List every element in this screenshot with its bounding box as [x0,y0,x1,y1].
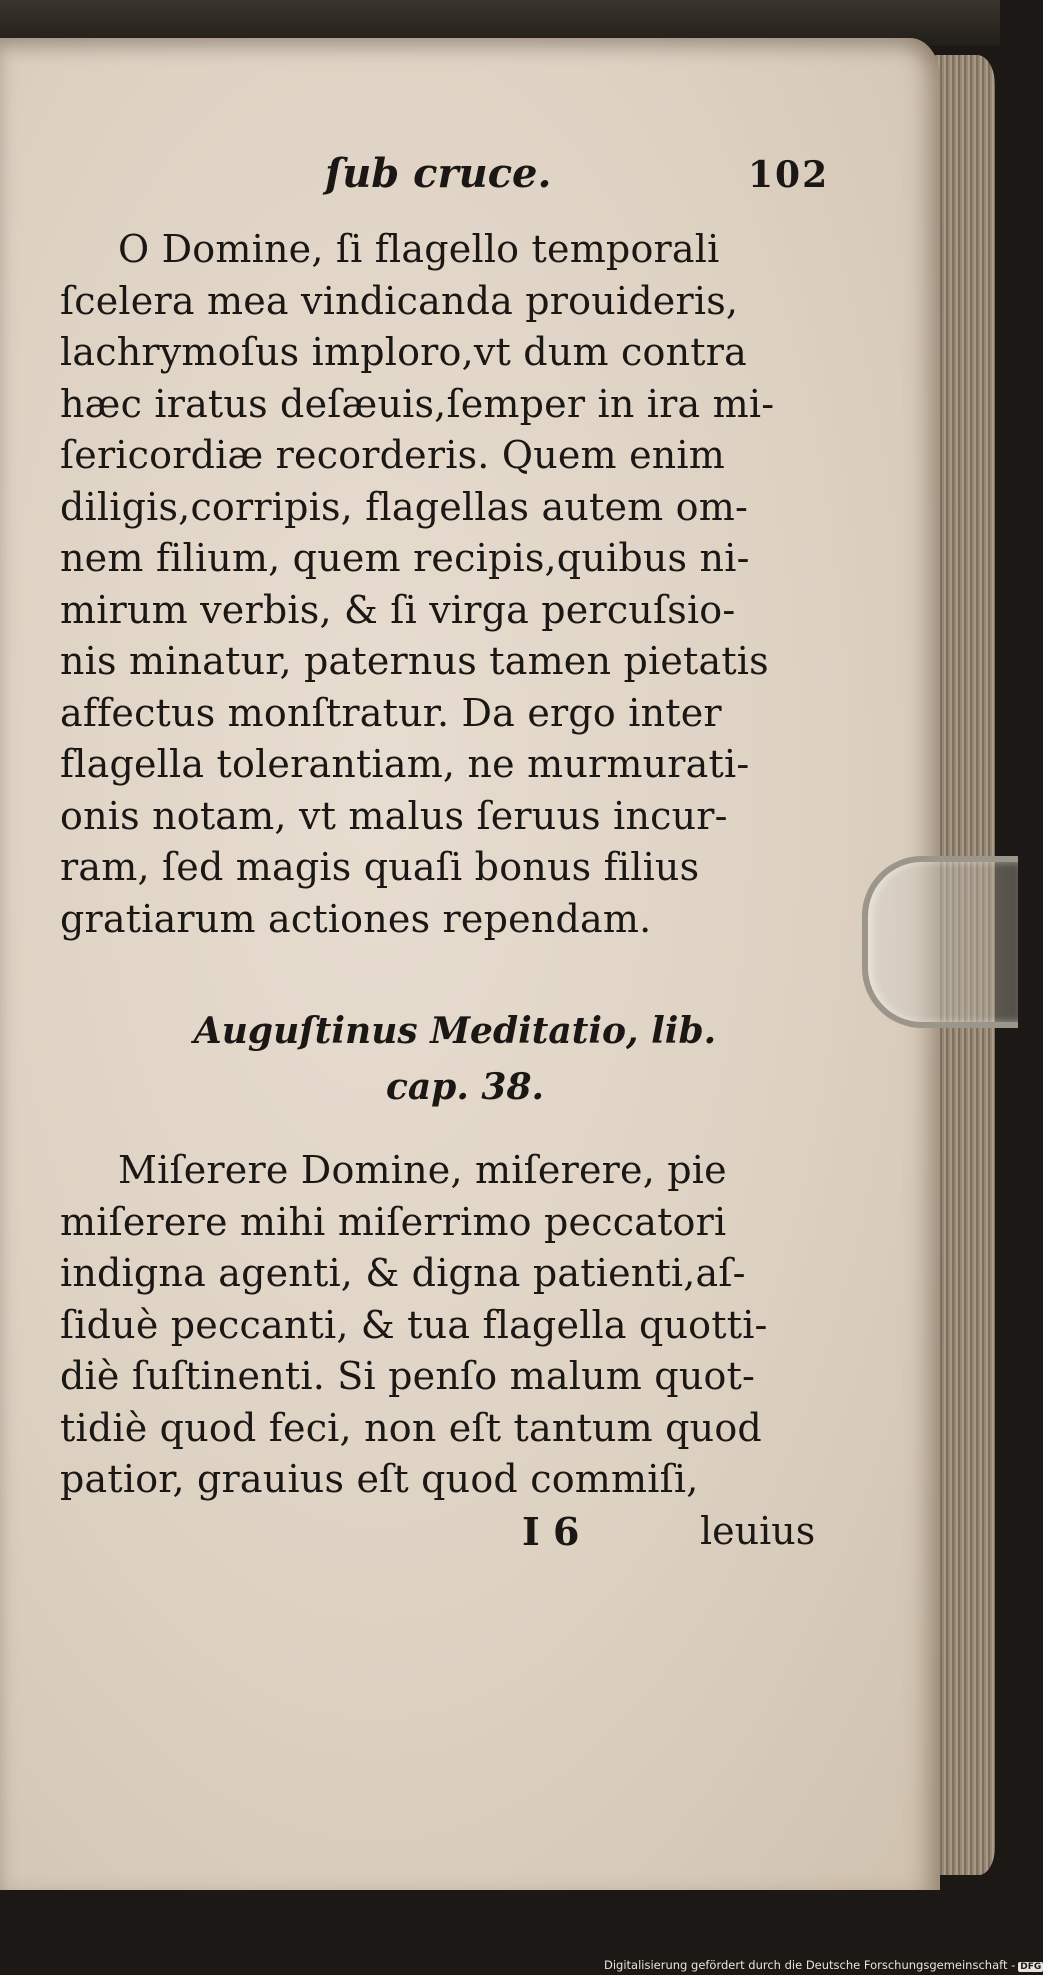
text-line: O Domine, ſi flagello temporali [118,227,720,271]
text-line: ſcelera mea vindicanda prouideris, [60,278,739,323]
bookmark-clip [862,856,1018,1028]
text-line: Miſerere Domine, miſerere, pie [118,1148,727,1192]
text-line: ſericordiæ recorderis. Quem enim [60,433,726,477]
text-line: mirum verbis, & ſi virga percuſsio- [60,587,736,632]
text-line: nem filium, quem recipis,quibus ni- [60,536,750,580]
text-line: ram, ſed magis quaſi bonus filius [60,845,700,889]
text-line: lachrymoſus imploro,vt dum contra [60,330,747,374]
text-line: affectus monſtratur. Da ergo inter [60,690,722,735]
text-line: gratiarum actiones rependam. [60,896,652,941]
text-line: diè ſuſtinenti. Si penſo malum quot- [60,1354,756,1398]
section-heading [60,1003,840,1115]
running-head [60,150,840,210]
catchword: leuius [700,1508,816,1553]
paragraph-2 [60,1145,840,1557]
page-number: 102 [748,154,830,196]
text-line: flagella tolerantiam, ne murmurati- [60,742,750,786]
signature-mark: I 6 [522,1508,580,1554]
signature-line [60,1506,840,1557]
text-line: tidiè quod feci, non eſt tantum quod [60,1405,762,1450]
credit-text: Digitalisierung gefördert durch die Deutsche Forschungsgemeinschaft - [604,1958,1016,1972]
text-line: diligis,corripis, flagellas autem om- [60,484,749,529]
text-line: nis minatur, paternus tamen pietatis [60,639,769,683]
text-line: indigna agenti, & digna patienti,aſ- [60,1251,746,1295]
text-line: miſerere mihi miſerrimo peccatori [60,1199,727,1244]
paragraph-1 [60,224,840,945]
text-line: patior, grauius eſt quod commiſi, [60,1457,699,1501]
dfg-logo: DFG [1020,1962,1042,1972]
text-line: onis notam, vt malus ſeruus incur- [60,793,728,838]
page-text [60,150,840,1557]
digitization-credit [604,1958,1043,1972]
text-line: hæc iratus deſæuis,ſemper in ira mi- [60,381,775,426]
running-head-title: ſub cruce. [325,150,552,197]
heading-line-chapter: cap. 38. [385,1066,545,1108]
text-line: ſiduè peccanti, & tua flagella quotti- [60,1302,768,1347]
heading-line-source: Auguſtinus Meditatio, lib. [193,1010,717,1052]
